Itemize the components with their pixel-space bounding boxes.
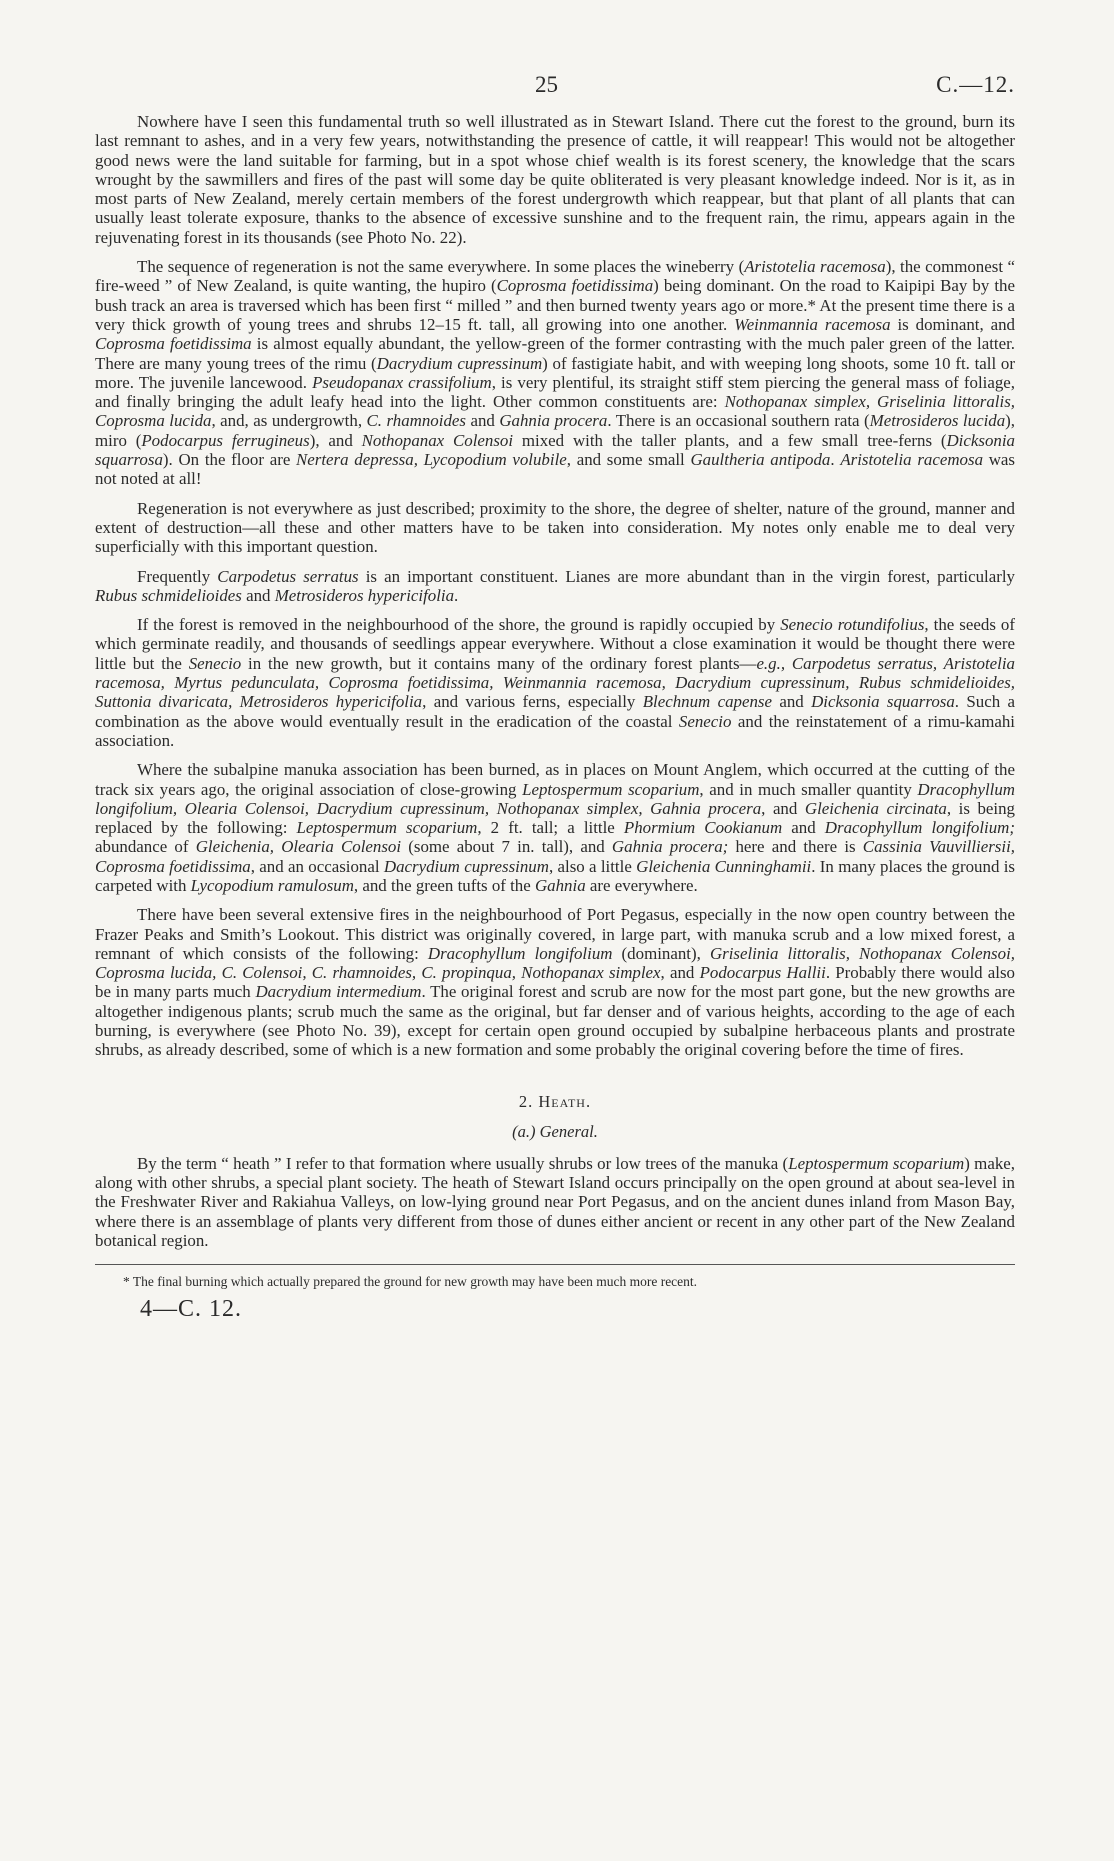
italic-text: Gahnia procera; — [611, 837, 729, 857]
text-run: was not noted at all! — [95, 450, 1015, 489]
text-run: . — [454, 585, 459, 605]
italic-text: Carpodetus serratus — [217, 566, 359, 586]
text-run: , and various ferns, especially — [422, 692, 643, 712]
italic-text: Griselinia littoralis, Nothopanax Colensoi, Coprosma lucida, C. Colensoi, C. rhamnoides, C. propinqua, Nothopanax simplex — [95, 943, 1015, 983]
italic-text: Nertera depressa, Lycopodium volubile — [296, 450, 567, 470]
paragraph — [95, 760, 1015, 895]
text-run: By the term “ heath ” I refer to that formation where usually shrubs or low trees of the manuka ( — [137, 1153, 789, 1173]
text-run: abundance of — [95, 837, 196, 857]
italic-text: Aristotelia racemosa — [744, 257, 886, 277]
italic-text: Senecio — [188, 653, 242, 673]
paragraph — [95, 257, 1015, 489]
text-run: mixed with the taller plants, and a few small tree-ferns ( — [513, 430, 947, 450]
italic-text: Gleichenia, Olearia Colensoi — [195, 837, 402, 857]
italic-text: Gahnia procera — [499, 411, 608, 431]
text-run: , and — [660, 963, 700, 983]
text-run: The sequence of regeneration is not the same everywhere. In some places the wineberry ( — [137, 257, 745, 277]
text-run: Where the subalpine manuka association has been burned, as in places on Mount Anglem, which occurred at the cutting of the track six years ago, the original association of close-growing — [95, 760, 1015, 799]
paragraph — [95, 567, 1015, 606]
text-run: , and in much smaller quantity — [699, 779, 918, 799]
text-run: in the new growth, but it contains many of the ordinary forest plants— — [241, 653, 757, 673]
text-run: is an important constituent. Lianes are more abundant than in the virgin forest, particularly — [358, 566, 1015, 586]
italic-text: Dicksonia squarrosa — [95, 430, 1015, 470]
text-run: , is being replaced by the following: — [95, 798, 1015, 838]
body-text — [95, 112, 1015, 1060]
text-run: ), and — [309, 430, 362, 450]
italic-text: Gahnia — [534, 875, 586, 895]
text-run: ) being dominant. On the road to Kaipipi Bay by the bush track an area is traversed which has been first “ milled ” and then burned twenty years ago or more.* At the present time there is a very thick growth of young trees and shrubs 12–15 ft. tall, all growing into one another. — [95, 276, 1015, 334]
signature-mark: 4—C. 12. — [140, 1296, 243, 1323]
text-run: There have been several extensive fires in the neighbourhood of Port Pegasus, especially in the now open country between the Frazer Peaks and Smith’s Lookout. This district was originally covered, in large part, with manuka scrub and a low mixed forest, a remnant of which consists of the following: — [95, 905, 1015, 963]
section-body-text — [95, 1154, 1015, 1250]
text-run: , and the green tufts of the — [353, 875, 535, 895]
text-run: . The original forest and scrub are now for the most part gone, but the new growths are altogether indigenous plants; scrub much the same as the original, but far denser and of various heights, according to the age of each burning, is everywhere (see Photo No. 39), except for certain open ground occupied by subalpine herbaceous plants and prostrate shrubs, as already described, some of which is a new formation and some probably the original covering before the time of fires. — [95, 982, 1016, 1060]
text-run: If the forest is removed in the neighbourhood of the shore, the ground is rapidly occupied by — [137, 615, 781, 635]
text-run: and the reinstatement of a rimu-kamahi association. — [95, 711, 1015, 750]
paragraph — [95, 615, 1015, 750]
italic-text: Podocarpus ferrugineus — [141, 430, 310, 450]
text-run: , and an occasional — [250, 856, 384, 876]
text-run: . Such a combination as the above would eventually result in the eradication of the coastal — [95, 692, 1015, 731]
text-run: are everywhere. — [585, 875, 698, 895]
text-run: and — [771, 692, 812, 712]
page-header — [95, 72, 1015, 112]
italic-text: Nothopanax Colensoi — [361, 430, 514, 450]
italic-text: Phormium Cookianum — [623, 818, 783, 838]
text-run: ). On the floor are — [162, 450, 297, 470]
text-run: , also a little — [548, 856, 637, 876]
italic-text: Dicksonia squarrosa — [811, 692, 955, 712]
italic-text: Dracophyllum longifolium, Olearia Colensoi, Dacrydium cupressinum, Nothopanax simplex, Gahnia procera — [95, 779, 1015, 818]
italic-text: Cassinia Vauvilliersii, Coprosma foetidissima — [95, 837, 1015, 876]
italic-text: Dacrydium cupressinum — [376, 353, 543, 373]
text-run: (dominant), — [612, 943, 710, 963]
text-run: . In many places the ground is carpeted with — [95, 856, 1015, 895]
text-run: . There is an occasional southern rata ( — [607, 411, 870, 431]
italic-text: Coprosma foetidissima — [496, 276, 654, 296]
text-run: , and, as undergrowth, — [211, 411, 367, 431]
italic-text: Leptospermum scoparium — [788, 1153, 965, 1173]
italic-text: Metrosideros lucida — [869, 411, 1006, 431]
italic-text: Dacrydium intermedium — [255, 982, 422, 1002]
text-run: Frequently — [137, 566, 218, 586]
text-run: here and there is — [728, 837, 863, 857]
italic-text: Blechnum capense — [642, 692, 772, 712]
italic-text: Senecio — [678, 711, 732, 731]
paragraph — [95, 1154, 1015, 1250]
italic-text: Senecio rotundifolius — [780, 615, 925, 635]
footnote-divider — [95, 1264, 1015, 1265]
italic-text: Gleichenia Cunninghamii — [636, 856, 812, 876]
page-number: 25 — [535, 72, 558, 97]
document-code: C.—12. — [936, 72, 1015, 97]
italic-text: Rubus schmidelioides — [95, 585, 242, 605]
text-run: and — [465, 411, 500, 431]
italic-text: Dracophyllum longifolium — [427, 943, 613, 963]
text-run: is dominant, and — [890, 314, 1015, 334]
text-run: is almost equally abundant, the yellow-green of the former contrasting with the much paler green of the latter. There are many young trees of the rimu ( — [95, 334, 1015, 373]
paragraph — [95, 112, 1015, 247]
text-run: ) of fastigiate habit, and with weeping long shoots, some 10 ft. tall or more. The juvenile lancewood. — [95, 353, 1015, 392]
italic-text: Weinmannia racemosa — [734, 314, 891, 334]
italic-text: Gaultheria antipoda — [690, 450, 831, 470]
footnote: * The final burning which actually prepared the ground for new growth may have been much more recent. — [123, 1274, 698, 1290]
italic-text: Aristotelia racemosa — [840, 450, 984, 470]
text-run: . Probably there would also be in many parts much — [95, 963, 1016, 1002]
italic-text: Coprosma foetidissima — [95, 334, 252, 354]
italic-text: Nothopanax simplex, Griselinia littoralis, Coprosma lucida — [95, 392, 1015, 431]
document-page — [95, 72, 1015, 1323]
text-run: , and some small — [566, 450, 691, 470]
italic-text: C. rhamnoides — [366, 411, 466, 431]
text-run: ) make, along with other shrubs, a special plant society. The heath of Stewart Island occurs principally on the open ground at about sea-level in the Freshwater River and Rakiahua Valleys, on low-lying ground near Port Pegasus, and on the ancient dunes inland from Mason Bay, where there is an assemblage of plants very different from those of dunes either ancient or recent in any other part of the New Zealand botanical region. — [95, 1153, 1015, 1250]
paragraph — [95, 905, 1015, 1059]
text-run: , and — [761, 798, 805, 818]
italic-text: e.g., Carpodetus serratus, Aristotelia racemosa, Myrtus pedunculata, Coprosma foetidissima, Weinmannia racemosa, Dacrydium cupressinum, Rubus schmidelioides, Suttonia divaricata, Metrosideros hypericifolia — [95, 653, 1015, 712]
italic-text: Podocarpus Hallii — [699, 963, 826, 983]
italic-text: Leptospermum scoparium — [296, 818, 478, 838]
text-run: and — [241, 585, 275, 605]
italic-text: Metrosideros hypericifolia — [274, 585, 455, 605]
text-run: , 2 ft. tall; a little — [477, 818, 624, 838]
text-run: (some about 7 in. tall), and — [401, 837, 612, 857]
subsection-title: (a.) General. — [512, 1121, 598, 1141]
italic-text: Pseudopanax crassifolium — [312, 372, 492, 392]
text-run: ), the commonest “ fire-weed ” of New Zealand, is quite wanting, the hupiro ( — [95, 257, 1015, 296]
text-run: . — [830, 450, 841, 470]
text-run: , is very plentiful, its straight stiff stem piercing the general mass of foliage, and finally bringing the adult leafy head into the light. Other common constituents are: — [95, 372, 1015, 412]
italic-text: Dracophyllum longifolium; — [824, 818, 1015, 838]
section-title: 2. Heath. — [518, 1091, 592, 1111]
text-run: , the seeds of which germinate readily, and thousands of seedlings appear everywhere. Without a close examination it would be thought there were little but the — [95, 615, 1015, 673]
italic-text: Gleichenia circinata — [804, 798, 947, 818]
text-run: ), miro ( — [95, 411, 1016, 450]
paragraph — [95, 499, 1015, 557]
text-run: Nowhere have I seen this fundamental truth so well illustrated as in Stewart Island. There cut the forest to the ground, burn its last remnant to ashes, and in a very few years, notwithstanding the presence of cattle, it will reappear! This would not be altogether good news were the land suitable for farming, but in a spot whose chief wealth is its forest scenery, the knowledge that the scars wrought by the sawmillers and fires of the past will some day be quite obliterated is very pleasant knowledge indeed. Nor is it, as in most parts of New Zealand, merely certain members of the forest undergrowth which reappear, but that plant of all plants that can usually least tolerate exposure, thanks to the absence of excessive sunshine and to the frequent rain, the rimu, appears again in the rejuvenating forest in its thousands (see Photo No. 22). — [95, 112, 1015, 247]
italic-text: Leptospermum scoparium — [522, 779, 700, 799]
text-run: Regeneration is not everywhere as just described; proximity to the shore, the degree of shelter, nature of the ground, manner and extent of destruction—all these and other matters have to be taken into consideration. My notes only enable me to deal very superficially with this important question. — [95, 498, 1015, 557]
italic-text: Dacrydium cupressinum — [383, 856, 549, 876]
italic-text: Lycopodium ramulosum — [190, 875, 354, 895]
text-run: and — [782, 818, 825, 838]
